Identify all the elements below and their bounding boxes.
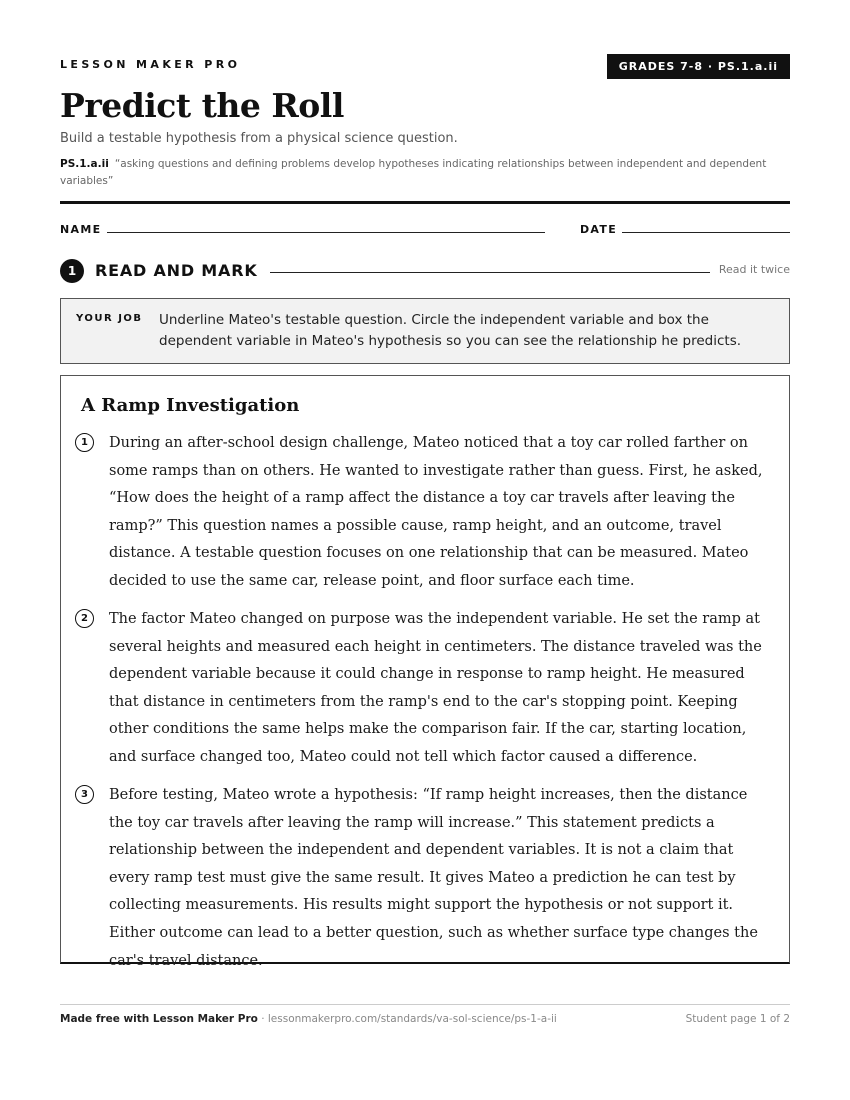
brand-name: LESSON MAKER PRO [60, 58, 241, 71]
date-label: DATE [580, 223, 618, 236]
instructions-box [60, 298, 790, 364]
instructions-text: Underline Mateo's testable question. Circle the independent variable and box the dependent variable in Mateo's hypothesis so you can see the relationship he predicts. [159, 312, 742, 349]
paragraph-number: 1 [75, 433, 94, 452]
section-note: Read it twice [718, 263, 790, 276]
paragraph-text[interactable]: During an after-school design challenge, Mateo noticed that a toy car rolled farther on some ramps than on others. He wanted to investigate rather than guess. First, he asked, “How does the height of a ramp affect the distance a toy car travels after leaving the ramp?” This question names a possible cause, ramp height, and an outcome, travel distance. A testable question focuses on one relationship that can be measured. Mateo decided to use the same car, release point, and floor surface each time. [109, 435, 763, 589]
footer-divider [60, 1004, 790, 1005]
page-title: Predict the Roll [60, 86, 344, 125]
section-number-badge: 1 [60, 259, 84, 283]
header-divider [60, 201, 790, 204]
footer-credit [60, 1013, 557, 1025]
passage-title: A Ramp Investigation [81, 395, 300, 416]
paragraph-number: 3 [75, 785, 94, 804]
reading-passage [60, 375, 790, 969]
page-subtitle: Build a testable hypothesis from a physical science question. [60, 131, 458, 146]
footer-made-with: Made free with Lesson Maker Pro [60, 1013, 258, 1025]
standard-statement [60, 156, 790, 190]
paragraph-text[interactable]: The factor Mateo changed on purpose was the independent variable. He set the ramp at several heights and measured each height in centimeters. The distance traveled was the dependent variable because it could change in response to ramp height. He measured that distance in centimeters from the ramp's end to the car's stopping point. Keeping other conditions the same helps make the comparison fair. If the car, starting location, and surface changed too, Mateo could not tell which factor caused a difference. [109, 611, 762, 765]
section-divider [270, 272, 710, 273]
paragraph-text[interactable]: Before testing, Mateo wrote a hypothesis: “If ramp height increases, then the distance the toy car travels after leaving the ramp will increase.” This statement predicts a relationship between the independent and dependent variables. It is not a claim that every ramp test must give the same result. It gives Mateo a prediction he can test by collecting measurements. His results might support the hypothesis or not support it. Either outcome can lead to a better question, such as whether surface type changes the car's travel distance. [109, 787, 758, 969]
standard-code: PS.1.a.ii [60, 158, 109, 170]
standard-text: “asking questions and defining problems develop hypotheses indicating relationships between independent and dependent variables” [60, 158, 767, 187]
date-field[interactable] [622, 232, 790, 233]
instructions-label: YOUR JOB [76, 313, 143, 324]
footer-url[interactable]: · lessonmakerpro.com/standards/va-sol-science/ps-1-a-ii [257, 1013, 557, 1025]
footer-page-number: Student page 1 of 2 [685, 1013, 790, 1025]
section-title: READ AND MARK [95, 261, 258, 280]
name-field[interactable] [107, 232, 545, 233]
grade-badge: GRADES 7-8 · PS.1.a.ii [607, 54, 790, 79]
paragraph-number: 2 [75, 609, 94, 628]
name-label: NAME [60, 223, 102, 236]
